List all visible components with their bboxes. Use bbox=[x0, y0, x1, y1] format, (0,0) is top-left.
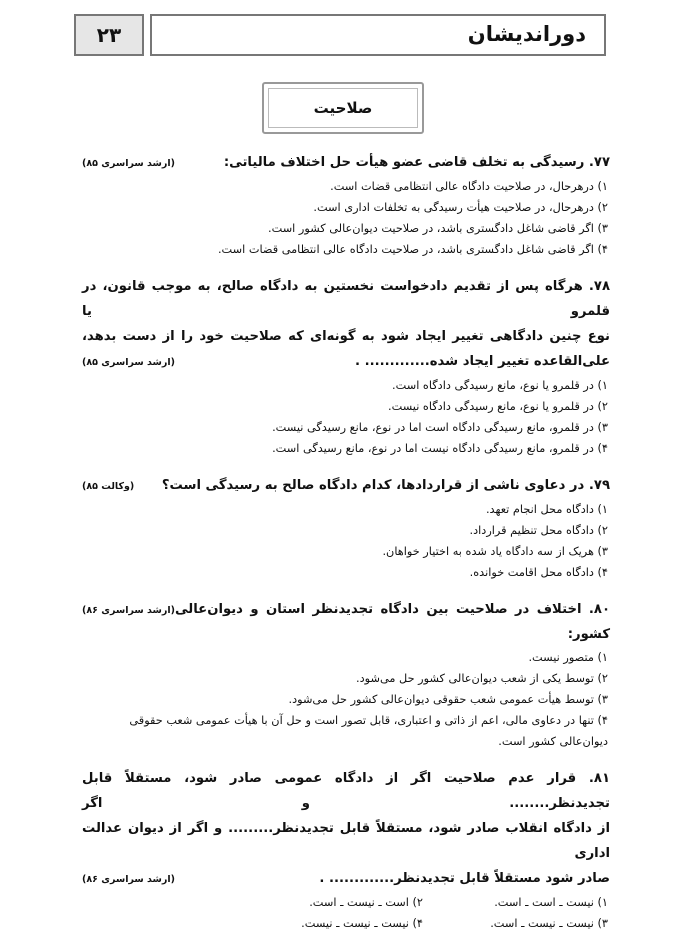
option: ۴) دادگاه محل اقامت خوانده. bbox=[469, 566, 608, 579]
question-source: (ارشد سراسری ۸۶) bbox=[82, 605, 175, 616]
option: ۳) توسط هیأت عمومی شعب حقوقی دیوان‌عالی کشور حل می‌شود. bbox=[288, 693, 608, 706]
section-title-frame bbox=[262, 82, 424, 134]
option: ۴) در قلمرو، مانع رسیدگی دادگاه نیست اما در نوع، مانع رسیدگی است. bbox=[272, 442, 608, 455]
question-source: (وکالت ۸۵) bbox=[82, 481, 135, 492]
question-80 bbox=[82, 597, 610, 752]
section-title: صلاحیت bbox=[268, 88, 418, 128]
question-78 bbox=[82, 274, 610, 459]
question-79 bbox=[82, 473, 610, 583]
option: ۲) دادگاه محل تنظیم قرارداد. bbox=[469, 524, 608, 537]
question-text: ۷۷. رسیدگی به تخلف قاضی عضو هیأت حل اختلاف مالیاتی: bbox=[223, 155, 610, 170]
question-line bbox=[82, 150, 610, 176]
option: ۴) اگر قاضی شاغل دادگستری باشد، در صلاحیت دادگاه عالی انتظامی قضات است. bbox=[217, 243, 608, 256]
option: ۳) در قلمرو، مانع رسیدگی دادگاه است اما در نوع، مانع رسیدگی نیست. bbox=[272, 421, 608, 434]
option: ۳) نیست ـ نیست ـ است. bbox=[490, 917, 608, 930]
question-line bbox=[82, 349, 610, 375]
question-text: از دادگاه انقلاب صادر شود، مستقلاً قابل تجدیدنظر......... و اگر از دیوان عدالت اداری bbox=[82, 821, 610, 861]
question-line bbox=[82, 473, 610, 499]
question-source: (ارشد سراسری ۸۶) bbox=[82, 874, 175, 885]
question-81 bbox=[82, 766, 610, 934]
page-number: ۲۳ bbox=[74, 14, 144, 56]
questions-list bbox=[82, 150, 610, 948]
question-line bbox=[82, 597, 610, 647]
question-text: ۷۹. در دعاوی ناشی از قراردادها، کدام دادگاه صالح به رسیدگی است؟ bbox=[161, 478, 610, 493]
question-source: (ارشد سراسری ۸۵) bbox=[82, 357, 175, 368]
question-text: علی‌القاعده تغییر ایجاد شده............. . bbox=[355, 354, 610, 369]
option: ۱) نیست ـ است ـ است. bbox=[494, 896, 608, 909]
question-text: ۸۱. قرار عدم صلاحیت اگر از دادگاه عمومی صادر شود، مستقلاً قابل تجدیدنظر........ و اگر bbox=[82, 771, 610, 811]
question-text: ۷۸. هرگاه پس از تقدیم دادخواست نخستین به دادگاه صالح، به موجب قانون، در قلمرو یا bbox=[82, 279, 610, 319]
option: ۱) متصور نیست. bbox=[528, 651, 608, 664]
question-text: صادر شود مستقلاً قابل تجدیدنظر............. . bbox=[319, 871, 610, 886]
question-line bbox=[82, 866, 610, 892]
option: ۲) توسط یکی از شعب دیوان‌عالی کشور حل می‌شود. bbox=[356, 672, 608, 685]
question-77 bbox=[82, 150, 610, 260]
option: ۲) درهرحال، در صلاحیت هیأت رسیدگی به تخلفات اداری است. bbox=[313, 201, 608, 214]
question-text: نوع چنین دادگاهی تغییر ایجاد شود به گونه‌ای که صلاحیت خود را از دست بدهد، bbox=[82, 329, 610, 344]
option: ۴) تنها در دعاوی مالی، اعم از ذاتی و اعتباری، قابل تصور است و حل آن با هیأت عمومی شعب حقوقی دیوان‌عالی کشور است. bbox=[129, 714, 608, 748]
option: ۱) درهرحال، در صلاحیت دادگاه عالی انتظامی قضات است. bbox=[330, 180, 608, 193]
question-text: ۸۰. اختلاف در صلاحیت بین دادگاه تجدیدنظر استان و دیوان‌عالی کشور: bbox=[174, 602, 610, 642]
option: ۱) دادگاه محل انجام تعهد. bbox=[485, 503, 608, 516]
option: ۳) اگر قاضی شاغل دادگستری باشد، در صلاحیت دیوان‌عالی کشور است. bbox=[268, 222, 608, 235]
option: ۲) در قلمرو یا نوع، مانع رسیدگی دادگاه نیست. bbox=[388, 400, 608, 413]
option: ۳) هریک از سه دادگاه یاد شده به اختیار خواهان. bbox=[382, 545, 608, 558]
question-source: (ارشد سراسری ۸۵) bbox=[82, 158, 175, 169]
header-title: دوراندیشان bbox=[467, 22, 586, 46]
option: ۴) نیست ـ نیست ـ نیست. bbox=[301, 917, 423, 930]
options-grid bbox=[240, 892, 610, 934]
option: ۲) است ـ نیست ـ است. bbox=[309, 896, 423, 909]
option: ۱) در قلمرو یا نوع، مانع رسیدگی دادگاه است. bbox=[392, 379, 608, 392]
page-header bbox=[150, 14, 606, 56]
